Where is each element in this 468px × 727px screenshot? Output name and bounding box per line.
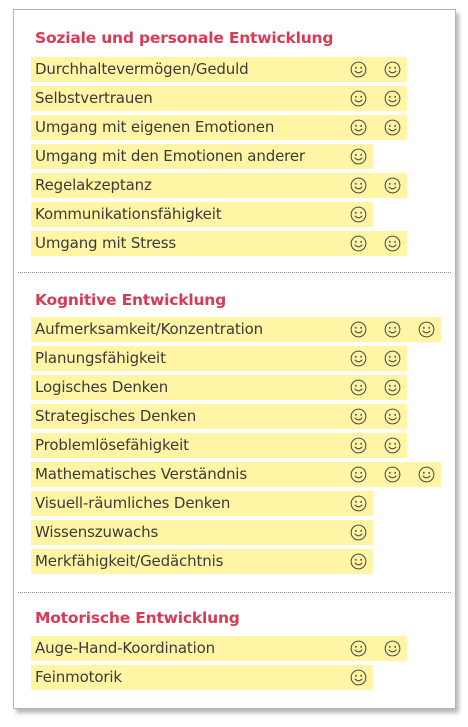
skill-list	[31, 57, 407, 260]
smiley-icon	[350, 350, 367, 367]
section-divider	[18, 272, 451, 273]
skill-row	[31, 549, 373, 574]
skill-row	[31, 462, 441, 487]
smiley-icon	[350, 148, 367, 165]
skill-row	[31, 346, 407, 371]
smiley-icon	[384, 321, 401, 338]
smiley-icon	[418, 321, 435, 338]
skill-label: Problemlösefähigkeit	[35, 436, 189, 454]
skill-row	[31, 375, 407, 400]
skill-label: Feinmotorik	[35, 668, 122, 686]
skill-label: Auge-Hand-Koordination	[35, 639, 216, 657]
smiley-icon	[350, 379, 367, 396]
smiley-icon	[350, 466, 367, 483]
skill-row	[31, 665, 373, 690]
smiley-icon	[350, 206, 367, 223]
smiley-icon	[350, 524, 367, 541]
skill-label: Aufmerksamkeit/Konzentration	[35, 320, 263, 338]
skill-row	[31, 317, 441, 342]
skill-row	[31, 57, 407, 82]
smiley-icon	[384, 350, 401, 367]
skill-label: Logisches Denken	[35, 378, 169, 396]
smiley-icon	[350, 119, 367, 136]
skill-label: Wissenszuwachs	[35, 523, 159, 541]
smiley-icon	[384, 119, 401, 136]
skill-row	[31, 433, 407, 458]
skill-label: Regelakzeptanz	[35, 176, 152, 194]
smiley-icon	[350, 90, 367, 107]
smiley-icon	[350, 640, 367, 657]
smiley-icon	[350, 553, 367, 570]
skill-row	[31, 202, 373, 227]
skill-label: Durchhaltevermögen/Geduld	[35, 60, 249, 78]
skill-label: Umgang mit den Emotionen anderer	[35, 147, 305, 165]
skill-label: Strategisches Denken	[35, 407, 197, 425]
smiley-icon	[350, 321, 367, 338]
smiley-icon	[384, 437, 401, 454]
smiley-icon	[350, 177, 367, 194]
skill-list	[31, 636, 407, 694]
smiley-icon	[384, 408, 401, 425]
skill-row	[31, 115, 407, 140]
smiley-icon	[384, 640, 401, 657]
skill-label: Merkfähigkeit/Gedächtnis	[35, 552, 224, 570]
smiley-icon	[384, 235, 401, 252]
skill-row	[31, 404, 407, 429]
smiley-icon	[384, 90, 401, 107]
smiley-icon	[350, 669, 367, 686]
skill-row	[31, 144, 373, 169]
smiley-icon	[418, 466, 435, 483]
section-title: Motorische Entwicklung	[35, 609, 240, 627]
smiley-icon	[384, 61, 401, 78]
smiley-icon	[350, 495, 367, 512]
skill-label: Umgang mit Stress	[35, 234, 177, 252]
skill-list	[31, 317, 441, 578]
smiley-icon	[384, 177, 401, 194]
smiley-icon	[350, 235, 367, 252]
smiley-icon	[350, 437, 367, 454]
skill-row	[31, 173, 407, 198]
skill-label: Selbstvertrauen	[35, 89, 153, 107]
skill-label: Kommunikationsfähigkeit	[35, 205, 222, 223]
skill-label: Planungsfähigkeit	[35, 349, 166, 367]
section-title: Soziale und personale Entwicklung	[35, 29, 334, 47]
smiley-icon	[350, 408, 367, 425]
skill-label: Mathematisches Verständnis	[35, 465, 247, 483]
section-divider	[18, 592, 451, 593]
skill-row	[31, 231, 407, 256]
skills-card	[13, 9, 456, 709]
skill-row	[31, 86, 407, 111]
skill-label: Umgang mit eigenen Emotionen	[35, 118, 275, 136]
smiley-icon	[350, 61, 367, 78]
section-title: Kognitive Entwicklung	[35, 291, 227, 309]
skill-row	[31, 520, 373, 545]
smiley-icon	[384, 379, 401, 396]
skill-label: Visuell-räumliches Denken	[35, 494, 231, 512]
skill-row	[31, 636, 407, 661]
smiley-icon	[384, 466, 401, 483]
skill-row	[31, 491, 373, 516]
